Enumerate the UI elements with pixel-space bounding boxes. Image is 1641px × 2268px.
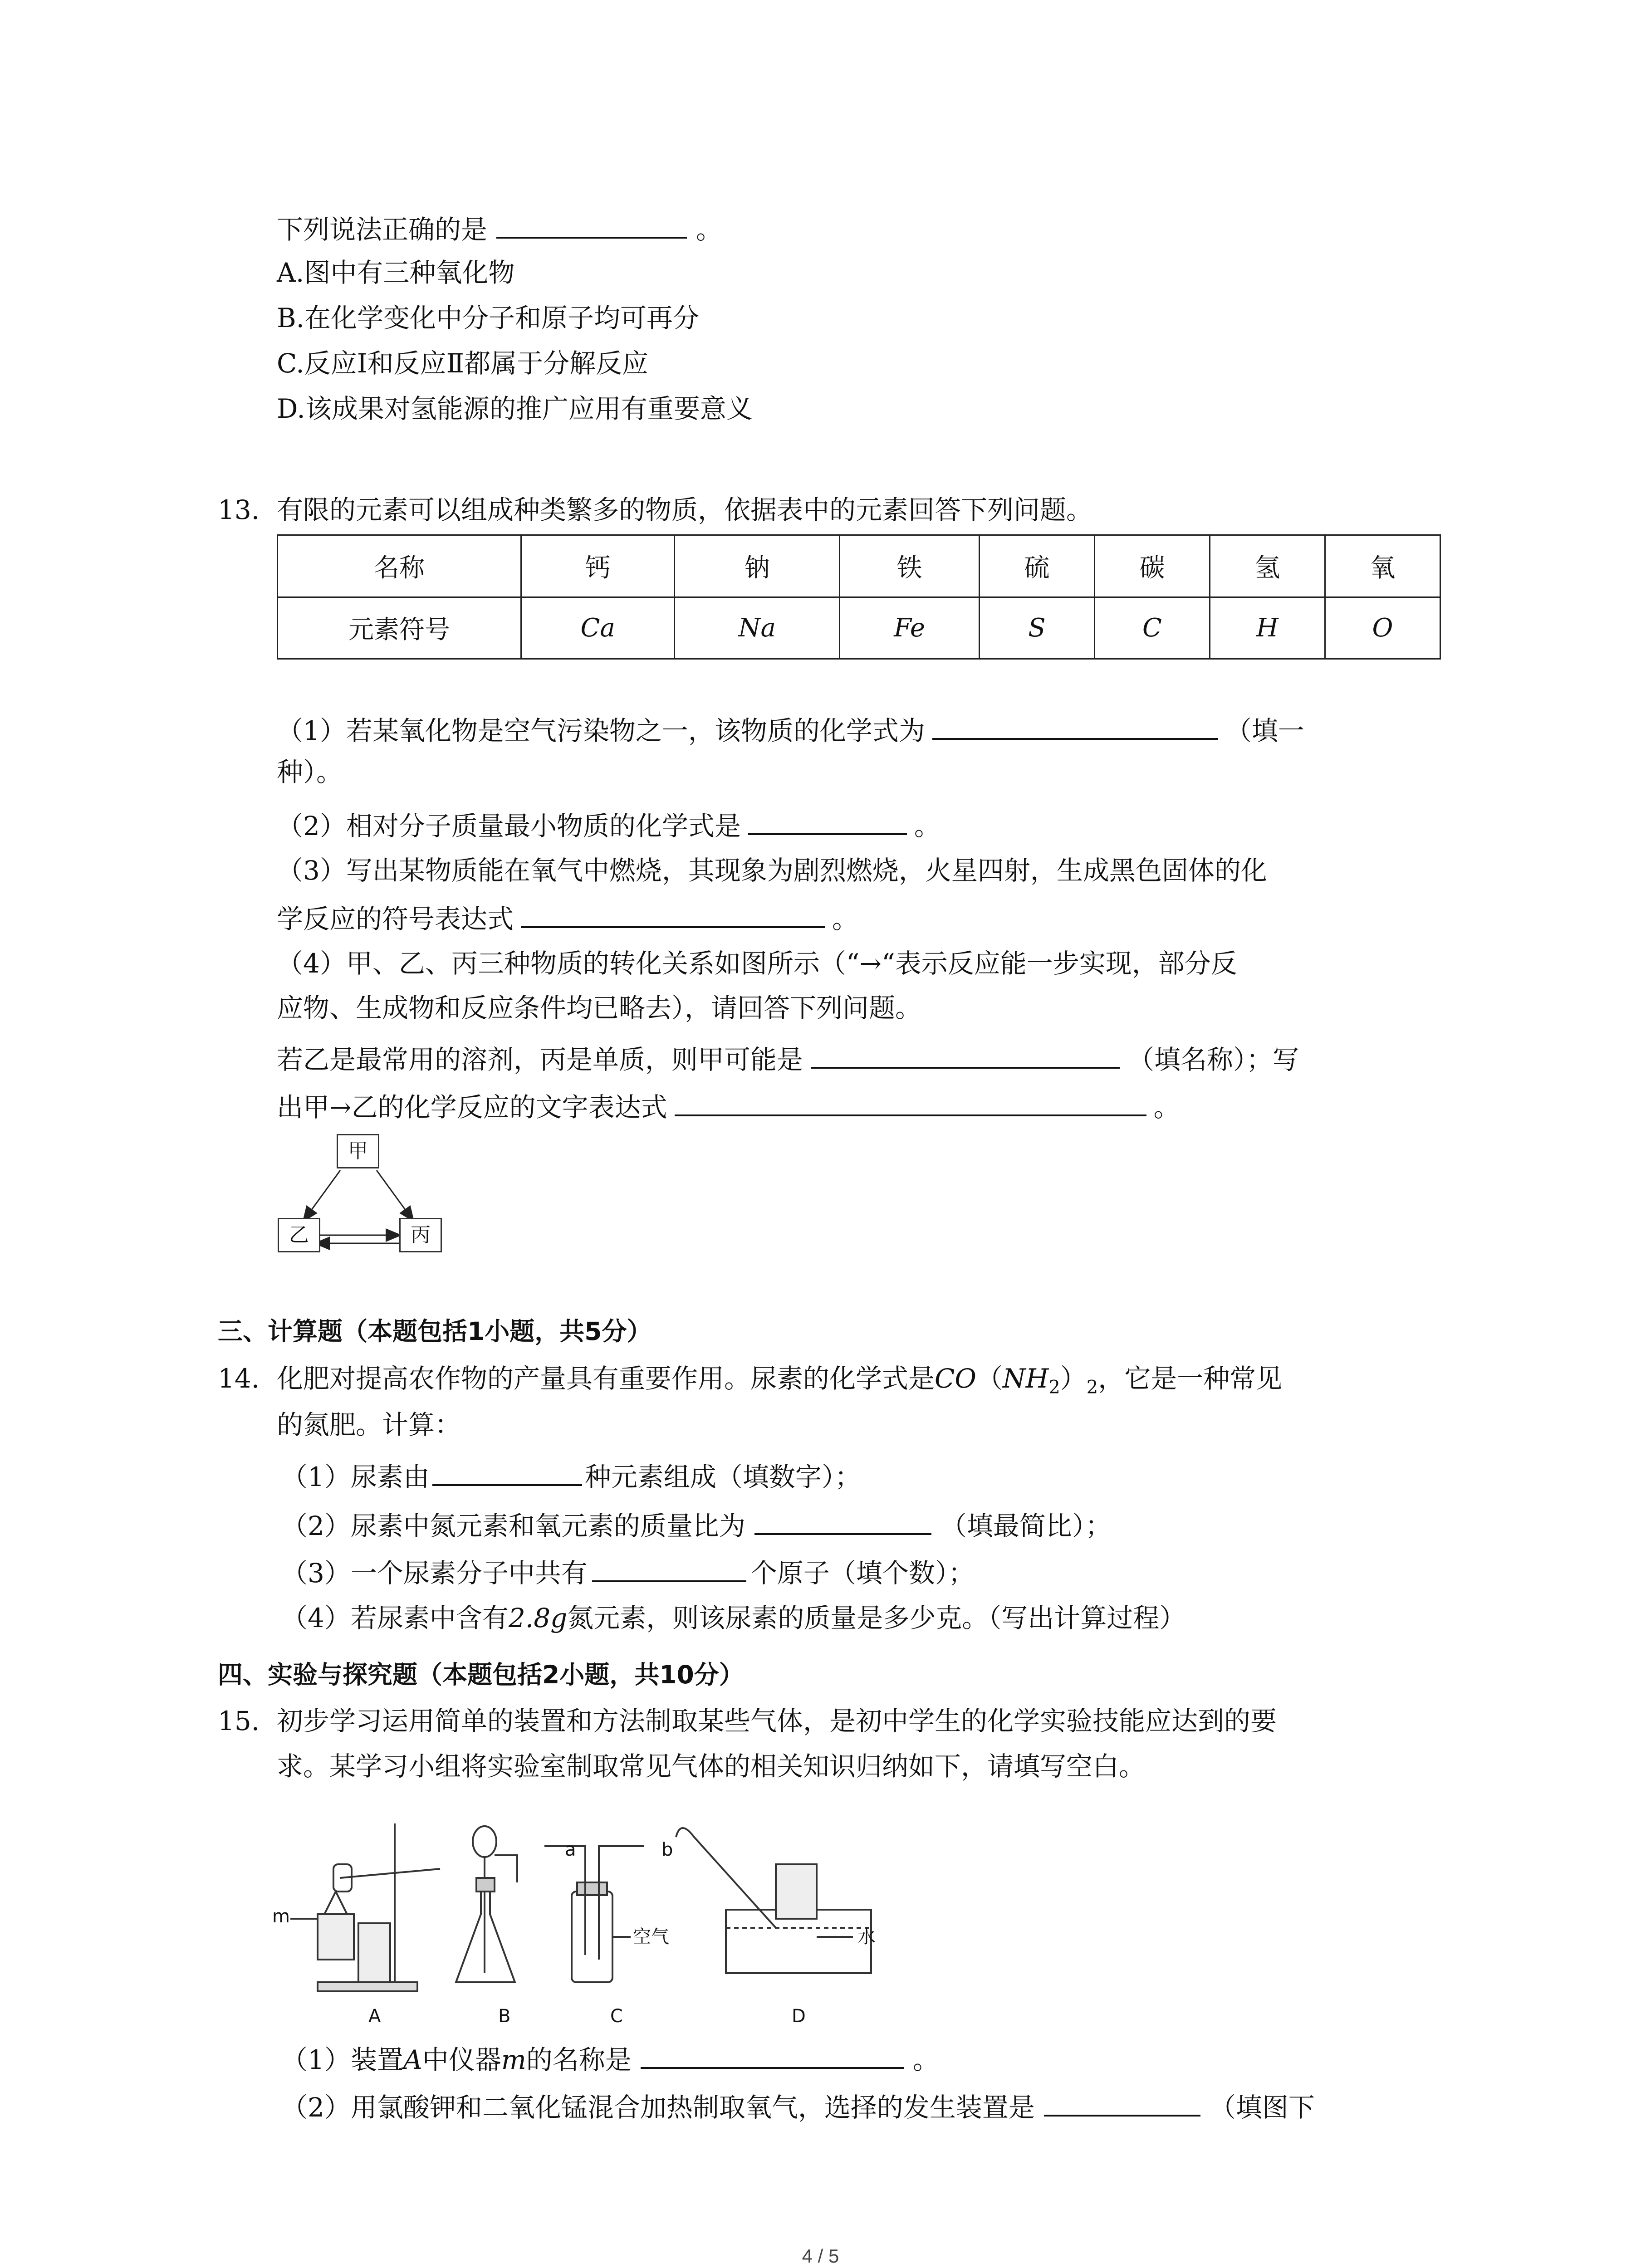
answer-blank[interactable] xyxy=(521,903,825,928)
table-cell: 硫 xyxy=(979,535,1094,597)
q13-p4e-text: 出甲→乙的化学反应的文字表达式 xyxy=(277,1092,667,1123)
q15-p1-text: （1）装置 xyxy=(281,2044,403,2075)
apparatus-b xyxy=(456,1826,517,1982)
q15-part1 xyxy=(281,2043,939,2073)
table-row xyxy=(278,597,1440,659)
table-row xyxy=(278,535,1440,597)
table-cell: 钠 xyxy=(675,535,840,597)
q13-part4-c xyxy=(277,1043,1299,1073)
answer-blank[interactable] xyxy=(592,1557,746,1582)
label-water: 水 xyxy=(857,1926,876,1947)
q15-p1-end: 。 xyxy=(912,2044,939,2075)
table-header-symbol: 元素符号 xyxy=(278,597,521,659)
q13-p1-note: （填一 xyxy=(1225,715,1304,746)
q13-part3-cont xyxy=(277,903,858,932)
answer-blank[interactable] xyxy=(1044,2091,1200,2116)
q14-number: 14. xyxy=(218,1363,260,1394)
table-cell: Ca xyxy=(521,597,675,659)
table-cell: O xyxy=(1325,597,1440,659)
label-m: m xyxy=(272,1906,290,1927)
q15-p1-text2: 中仪器 xyxy=(422,2044,501,2075)
q14-p1-end: 种元素组成（填数字）； xyxy=(584,1461,861,1492)
label-b: b xyxy=(661,1839,673,1860)
table-cell: 铁 xyxy=(840,535,980,597)
arrow xyxy=(304,1170,340,1220)
table-cell: 碳 xyxy=(1094,535,1210,597)
table-cell: S xyxy=(979,597,1094,659)
q14-p1-text: （1）尿素由 xyxy=(281,1461,430,1492)
q12-option-a: A.图中有三种氧化物 xyxy=(277,257,515,288)
table-header-name: 名称 xyxy=(278,535,521,597)
diagram-node-top: 甲 xyxy=(337,1134,379,1168)
q13-p2-end: 。 xyxy=(914,811,941,841)
q13-p4-text: 若乙是最常用的溶剂，丙是单质，则甲可能是 xyxy=(277,1044,803,1075)
q14-stem-text: 化肥对提高农作物的产量具有重要作用。尿素的化学式是 xyxy=(277,1363,935,1394)
table-cell: H xyxy=(1210,597,1325,659)
q13-part4: （4）甲、乙、丙三种物质的转化关系如图所示（“→“表示反应能一步实现，部分反 xyxy=(277,948,1237,979)
q14-p2-end: （填最简比）； xyxy=(940,1510,1112,1541)
q13-p3-end: 。 xyxy=(832,904,859,934)
apparatus-label-a: A xyxy=(368,2006,381,2027)
formula-sub: 2 xyxy=(1048,1377,1060,1398)
q15-number: 15. xyxy=(218,1706,260,1736)
q14-part3 xyxy=(281,1557,975,1589)
table-cell: 氧 xyxy=(1325,535,1440,597)
apparatus-label-c: C xyxy=(610,2006,623,2027)
diagram-node-left: 乙 xyxy=(278,1218,320,1252)
q13-p4e-end: 。 xyxy=(1153,1092,1180,1123)
q15-p1-a: A xyxy=(403,2044,422,2075)
q12-option-b: B.在化学变化中分子和原子均可再分 xyxy=(277,303,700,333)
q15-p2-text: （2）用氯酸钾和二氧化锰混合加热制取氧气，选择的发生装置是 xyxy=(281,2092,1035,2123)
answer-blank[interactable] xyxy=(748,810,907,835)
q12-prompt-end: 。 xyxy=(696,214,723,245)
q14-p4-text: （4）若尿素中含有 xyxy=(281,1603,509,1633)
apparatus-a xyxy=(290,1823,440,1991)
q13-part4-e xyxy=(277,1091,1180,1123)
table-cell: 氢 xyxy=(1210,535,1325,597)
q13-part1-cont: 种）。 xyxy=(277,757,343,787)
label-a: a xyxy=(565,1839,576,1860)
q14-p4-value: 2.8g xyxy=(508,1603,568,1633)
q15-p1-m: m xyxy=(501,2044,526,2075)
q14-p2-text: （2）尿素中氮元素和氧元素的质量比为 xyxy=(281,1510,745,1541)
element-table xyxy=(277,534,1441,660)
q13-stem: 有限的元素可以组成种类繁多的物质，依据表中的元素回答下列问题。 xyxy=(277,494,1093,525)
answer-blank[interactable] xyxy=(811,1043,1120,1069)
formula-paren: （ xyxy=(976,1363,1003,1394)
table-cell: Fe xyxy=(840,597,980,659)
q15-p2-note: （填图下 xyxy=(1209,2092,1315,2123)
q14-part4 xyxy=(281,1605,1185,1631)
answer-blank[interactable] xyxy=(675,1091,1146,1116)
table-cell: Na xyxy=(675,597,840,659)
q13-part4-b: 应物、生成物和反应条件均已略去），请回答下列问题。 xyxy=(277,992,922,1023)
answer-blank[interactable] xyxy=(432,1461,582,1486)
apparatus-c xyxy=(544,1846,644,1982)
table-cell: 钙 xyxy=(521,535,675,597)
q15-stem: 初步学习运用简单的装置和方法制取某些气体，是初中学生的化学实验技能应达到的要 xyxy=(277,1706,1277,1736)
section-3-title: 三、计算题（本题包括1小题，共5分） xyxy=(218,1317,652,1346)
q13-p3-text: 学反应的符号表达式 xyxy=(277,904,514,934)
formula-nh: NH xyxy=(1002,1363,1049,1394)
formula-paren: ） xyxy=(1060,1363,1087,1394)
q13-part3: （3）写出某物质能在氧气中燃烧，其现象为剧烈燃烧，火星四射，生成黑色固体的化 xyxy=(277,855,1267,886)
formula-co: CO xyxy=(935,1363,976,1394)
q14-part2 xyxy=(281,1510,1112,1539)
q15-part2 xyxy=(281,2091,1315,2121)
q13-part2 xyxy=(277,810,941,839)
answer-blank[interactable] xyxy=(496,213,687,239)
q15-stem-cont: 求。某学习小组将实验室制取常见气体的相关知识归纳如下，请填写空白。 xyxy=(277,1751,1146,1782)
page-number: 4 / 5 xyxy=(802,2245,839,2267)
q14-p4-text2: 氮元素，则该尿素的质量是多少克。（写出计算过程） xyxy=(567,1603,1186,1633)
q14-stem-cont: 的氮肥。计算： xyxy=(277,1409,461,1440)
answer-blank[interactable] xyxy=(754,1510,931,1535)
apparatus-d xyxy=(676,1828,871,1973)
q12-option-c: C.反应Ⅰ和反应Ⅱ都属于分解反应 xyxy=(277,348,649,379)
q12-prompt-text: 下列说法正确的是 xyxy=(277,214,488,245)
q12-prompt xyxy=(277,213,722,243)
q13-p2-text: （2）相对分子质量最小物质的化学式是 xyxy=(277,811,741,841)
q13-part1 xyxy=(277,714,1304,744)
q15-p1-text3: 的名称是 xyxy=(526,2044,632,2075)
q14-part1 xyxy=(281,1461,861,1490)
q13-number: 13. xyxy=(218,494,260,525)
q14-p3-end: 个原子（填个数）； xyxy=(750,1558,975,1589)
q14-p3-text: （3）一个尿素分子中共有 xyxy=(281,1558,588,1589)
q14-stem-text2: ，它是一种常见 xyxy=(1098,1363,1283,1394)
apparatus-label-b: B xyxy=(498,2006,511,2027)
diagram-node-right: 丙 xyxy=(399,1218,442,1252)
q13-p1-text: （1）若某氧化物是空气污染物之一，该物质的化学式为 xyxy=(277,715,925,746)
answer-blank[interactable] xyxy=(641,2043,904,2069)
q12-option-d: D.该成果对氢能源的推广应用有重要意义 xyxy=(277,393,753,424)
label-air: 空气 xyxy=(633,1926,669,1947)
arrow xyxy=(377,1170,413,1220)
answer-blank[interactable] xyxy=(932,714,1218,740)
q13-p4-note: （填名称）；写 xyxy=(1128,1044,1299,1075)
section-4-title: 四、实验与探究题（本题包括2小题，共10分） xyxy=(218,1660,744,1689)
q14-stem xyxy=(277,1365,1282,1397)
table-cell: C xyxy=(1094,597,1210,659)
formula-sub: 2 xyxy=(1086,1377,1098,1398)
apparatus-label-d: D xyxy=(792,2006,806,2027)
